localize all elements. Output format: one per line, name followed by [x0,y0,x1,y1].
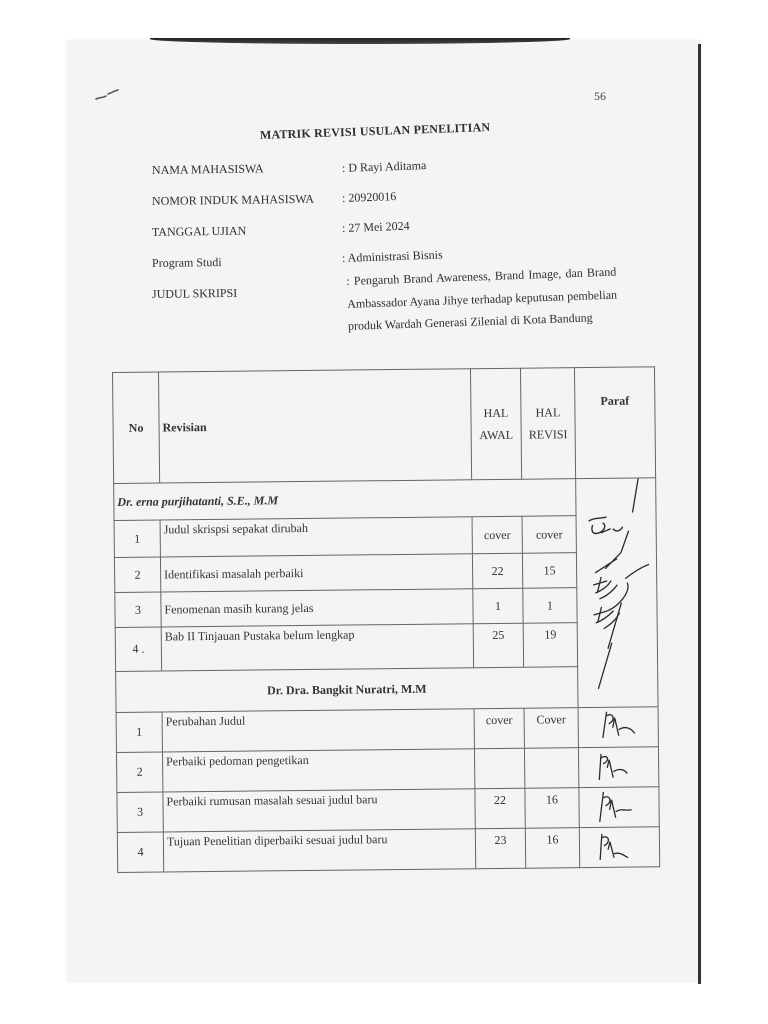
row-hal-awal: 25 [473,623,523,668]
examiner-name: Dr. Dra. Bangkit Nuratri, M.M [116,667,578,713]
paraf-cell [578,707,658,748]
row-hal-revisi [524,748,578,789]
signature-icon [579,787,659,828]
row-revisi: Perbaiki pedoman pengetikan [162,749,474,792]
page-title: MATRIK REVISI USULAN PENELITIAN [259,119,491,142]
paraf-cell [579,827,659,868]
header-hal-awal-line2: AWAL [479,427,514,443]
row-hal-revisi: Cover [524,708,578,749]
table-row [114,552,656,593]
field-label-nama: NAMA MAHASISWA [151,161,264,177]
field-label-tanggal: TANGGAL UJIAN [151,223,247,239]
examiner-row [116,666,658,713]
table-row [114,515,656,558]
row-revisi: Fenomenan masih kurang jelas [161,589,473,627]
row-hal-revisi: cover [522,516,576,554]
row-hal-revisi: 19 [523,623,577,668]
header-hal-awal [470,368,521,480]
field-value-tanggal: : 27 Mei 2024 [341,218,410,235]
row-no: 1 [114,520,160,557]
row-hal-awal [474,748,524,789]
row-revisi: Tujuan Penelitian diperbaiki sesuai judul baru [163,829,475,872]
header-hal-revisi [520,368,575,480]
field-value-judul: : Pengaruh Brand Awareness, Brand Image, dan Brand Ambassador Ayana Jihye terhadap keputusan pembelian produk Wardah Generasi Zilenial di Kota Bandung [346,264,618,333]
signature-icon [580,827,660,868]
row-no: 2 [116,752,162,792]
row-hal-awal: cover [472,516,522,554]
row-hal-awal: 1 [473,588,523,624]
row-hal-awal: 22 [475,788,525,829]
header-no: No [113,372,160,483]
pen-mark-icon [94,88,122,102]
field-value-prodi: : Administrasi Bisnis [341,247,443,265]
row-no: 4 [117,832,163,872]
row-hal-revisi: 16 [525,788,579,829]
header-hal-revisi-line2: REVISI [528,427,568,442]
paraf-cell [579,787,659,828]
paper-right-edge [698,44,701,984]
row-no: 3 [115,592,161,627]
examiner-row [114,478,656,521]
row-hal-awal: cover [474,708,524,749]
header-revisi: Revisian [159,369,472,483]
header-paraf: Paraf [574,367,655,479]
row-revisi: Judul skrispsi sepakat dirubah [160,517,472,557]
paraf-cell-examiner-1 [576,478,658,708]
table-row [115,587,657,628]
paraf-cell [578,747,658,788]
revision-table [112,366,660,873]
table-row [117,787,659,833]
row-hal-revisi: 16 [525,828,579,869]
header-hal-revisi-line1: HAL [535,405,561,420]
examiner-name: Dr. erna purjihatanti, S.E., M.M [114,479,576,521]
row-revisi: Perubahan Judul [162,709,474,752]
page-number: 56 [594,89,606,103]
row-no: 2 [114,557,160,592]
row-hal-revisi: 1 [523,588,577,624]
field-value-nim: : 20920016 [341,189,397,205]
field-value-nama: : D Rayi Aditama [341,158,427,175]
row-revisi: Perbaiki rumusan masalah sesuai judul baru [163,789,475,832]
table-row [116,707,658,753]
table-row [117,827,659,873]
signature-icon [579,747,659,788]
table-header-row [113,367,656,484]
field-label-judul: JUDUL SKRIPSI [151,285,238,301]
signature-examiner-1-icon [576,472,658,693]
signature-icon [579,707,659,748]
header-hal-awal-line1: HAL [483,405,509,421]
row-revisi: Identifikasi masalah perbaiki [160,554,472,592]
row-no: 1 [116,712,162,752]
field-label-nim: NOMOR INDUK MAHASISWA [151,191,315,208]
field-label-prodi: Program Studi [151,255,222,270]
row-no: 4 . [115,627,161,671]
row-hal-awal: 23 [475,828,525,869]
table-row [116,747,658,793]
row-hal-revisi: 15 [522,553,576,589]
row-hal-awal: 22 [472,553,522,589]
row-revisi: Bab II Tinjauan Pustaka belum lengkap [161,624,473,671]
row-no: 3 [117,792,163,832]
